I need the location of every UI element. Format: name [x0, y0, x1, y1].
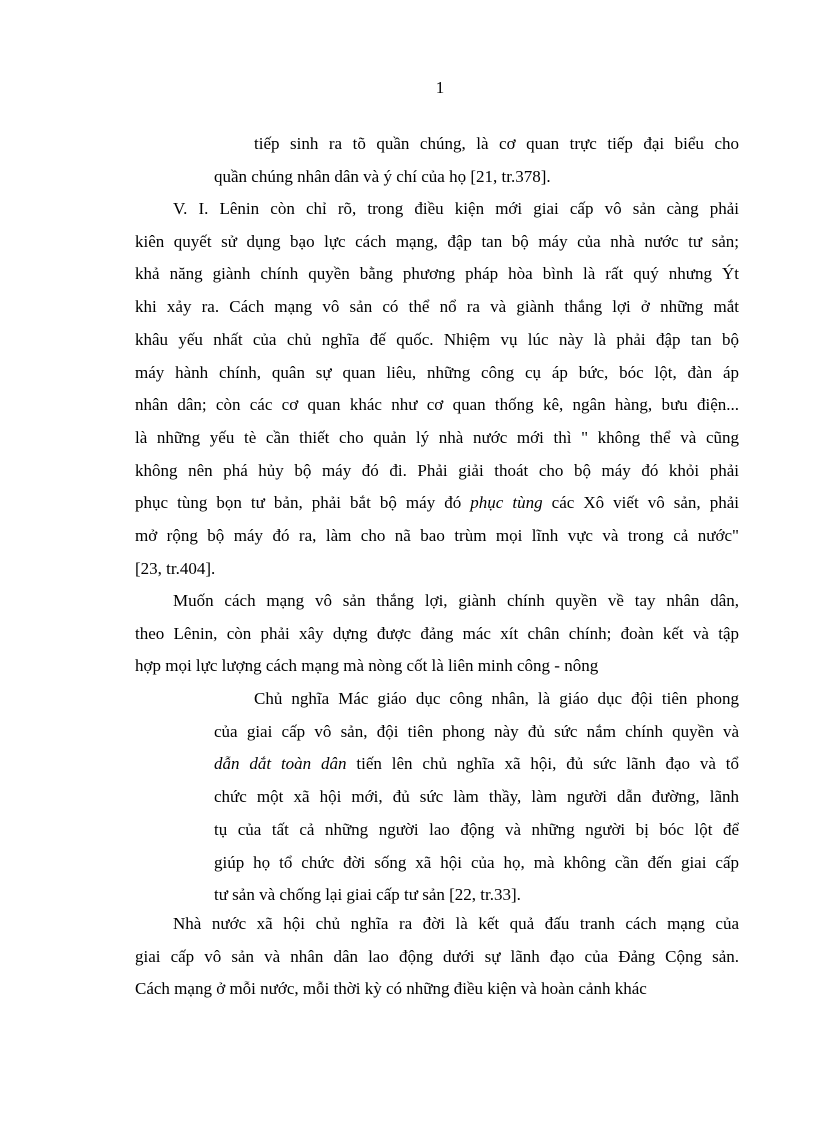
paragraph-1-line [135, 487, 739, 520]
quote-1-line: tiếp sinh ra tõ quần chúng, là cơ quan trực tiếp đại biểu cho [254, 134, 739, 153]
paragraph-1 [135, 193, 739, 585]
paragraph-2-line: theo Lênin, còn phải xây dựng được đảng mác xít chân chính; đoàn kết và tập [135, 623, 739, 643]
italic-phrase: dẫn dắt toàn dân [214, 754, 347, 774]
quote-2-text: tiến lên chủ nghĩa xã hội, đủ sức lãnh đạo và tổ [346, 754, 739, 774]
paragraph-2-line: Muốn cách mạng vô sản thắng lợi, giành chính quyền về tay nhân dân, [173, 591, 739, 610]
paragraph-1-line: là những yếu tè cần thiết cho quản lý nhà nước mới thì " không thể và cũng [135, 427, 739, 447]
block-quote-2 [214, 683, 739, 912]
paragraph-1-line: mở rộng bộ máy đó ra, làm cho nã bao trùm mọi lĩnh vực và trong cả nước" [135, 526, 739, 546]
paragraph-1-line: [23, tr.404]. [135, 558, 216, 578]
quote-2-line: giúp họ tổ chức đời sống xã hội của họ, mà không cần đến giai cấp [214, 852, 739, 872]
paragraph-3-line: Cách mạng ở mỗi nước, mỗi thời kỳ có những điều kiện và hoàn cảnh khác [135, 979, 647, 999]
paragraph-3-line: giai cấp vô sản và nhân dân lao động dưới sự lãnh đạo của Đảng Cộng sản. [135, 946, 739, 966]
quote-2-line [214, 748, 739, 781]
paragraph-1-line: kiên quyết sử dụng bạo lực cách mạng, đập tan bộ máy của nhà nước tư sản; [135, 231, 739, 251]
paragraph-3 [135, 908, 739, 1006]
quote-2-line: chức một xã hội mới, đủ sức làm thầy, làm người dẫn đường, lãnh [214, 787, 739, 807]
paragraph-1-line: V. I. Lênin còn chỉ rõ, trong điều kiện mới giai cấp vô sản càng phải [173, 199, 739, 218]
quote-2-line: tư sản và chống lại giai cấp tư sản [22, tr.33]. [214, 885, 521, 905]
block-quote-1 [214, 128, 739, 193]
paragraph-1-text: các Xô viết vô sản, phải [542, 493, 739, 513]
quote-2-line: tụ của tất cả những người lao động và những người bị bóc lột để [214, 819, 739, 839]
paragraph-1-line: khả năng giành chính quyền bằng phương pháp hòa bình là rất quý nhưng Ýt [135, 264, 739, 284]
paragraph-3-line: Nhà nước xã hội chủ nghĩa ra đời là kết quả đấu tranh cách mạng của [173, 914, 739, 933]
paragraph-1-line: máy hành chính, quân sự quan liêu, những công cụ áp bức, bóc lột, đàn áp [135, 362, 739, 382]
paragraph-2-line: hợp mọi lực lượng cách mạng mà nòng cốt là liên minh công - nông [135, 656, 599, 676]
paragraph-2 [135, 585, 739, 683]
paragraph-1-text: phục tùng bọn tư bản, phải bắt bộ máy đó [135, 493, 471, 513]
italic-phrase: phục tùng [470, 493, 543, 513]
page-number: 1 [435, 78, 445, 97]
paragraph-1-line: khâu yếu nhất của chủ nghĩa đế quốc. Nhiệm vụ lúc này là phải đập tan bộ [135, 329, 739, 349]
paragraph-1-line: nhân dân; còn các cơ quan khác như cơ quan thống kê, ngân hàng, bưu điện... [135, 395, 739, 415]
quote-1-line: quần chúng nhân dân và ý chí của họ [21, tr.378]. [214, 166, 551, 186]
quote-2-line: của giai cấp vô sản, đội tiên phong này đủ sức nắm chính quyền và [214, 721, 739, 741]
paragraph-1-line: không nên phá hủy bộ máy đó đi. Phải giải thoát cho bộ máy đó khỏi phải [135, 460, 739, 480]
quote-2-line: Chủ nghĩa Mác giáo dục công nhân, là giáo dục đội tiên phong [254, 689, 739, 708]
paragraph-1-line: khi xảy ra. Cách mạng vô sản có thể nổ ra và giành thắng lợi ở những mắt [135, 297, 739, 317]
